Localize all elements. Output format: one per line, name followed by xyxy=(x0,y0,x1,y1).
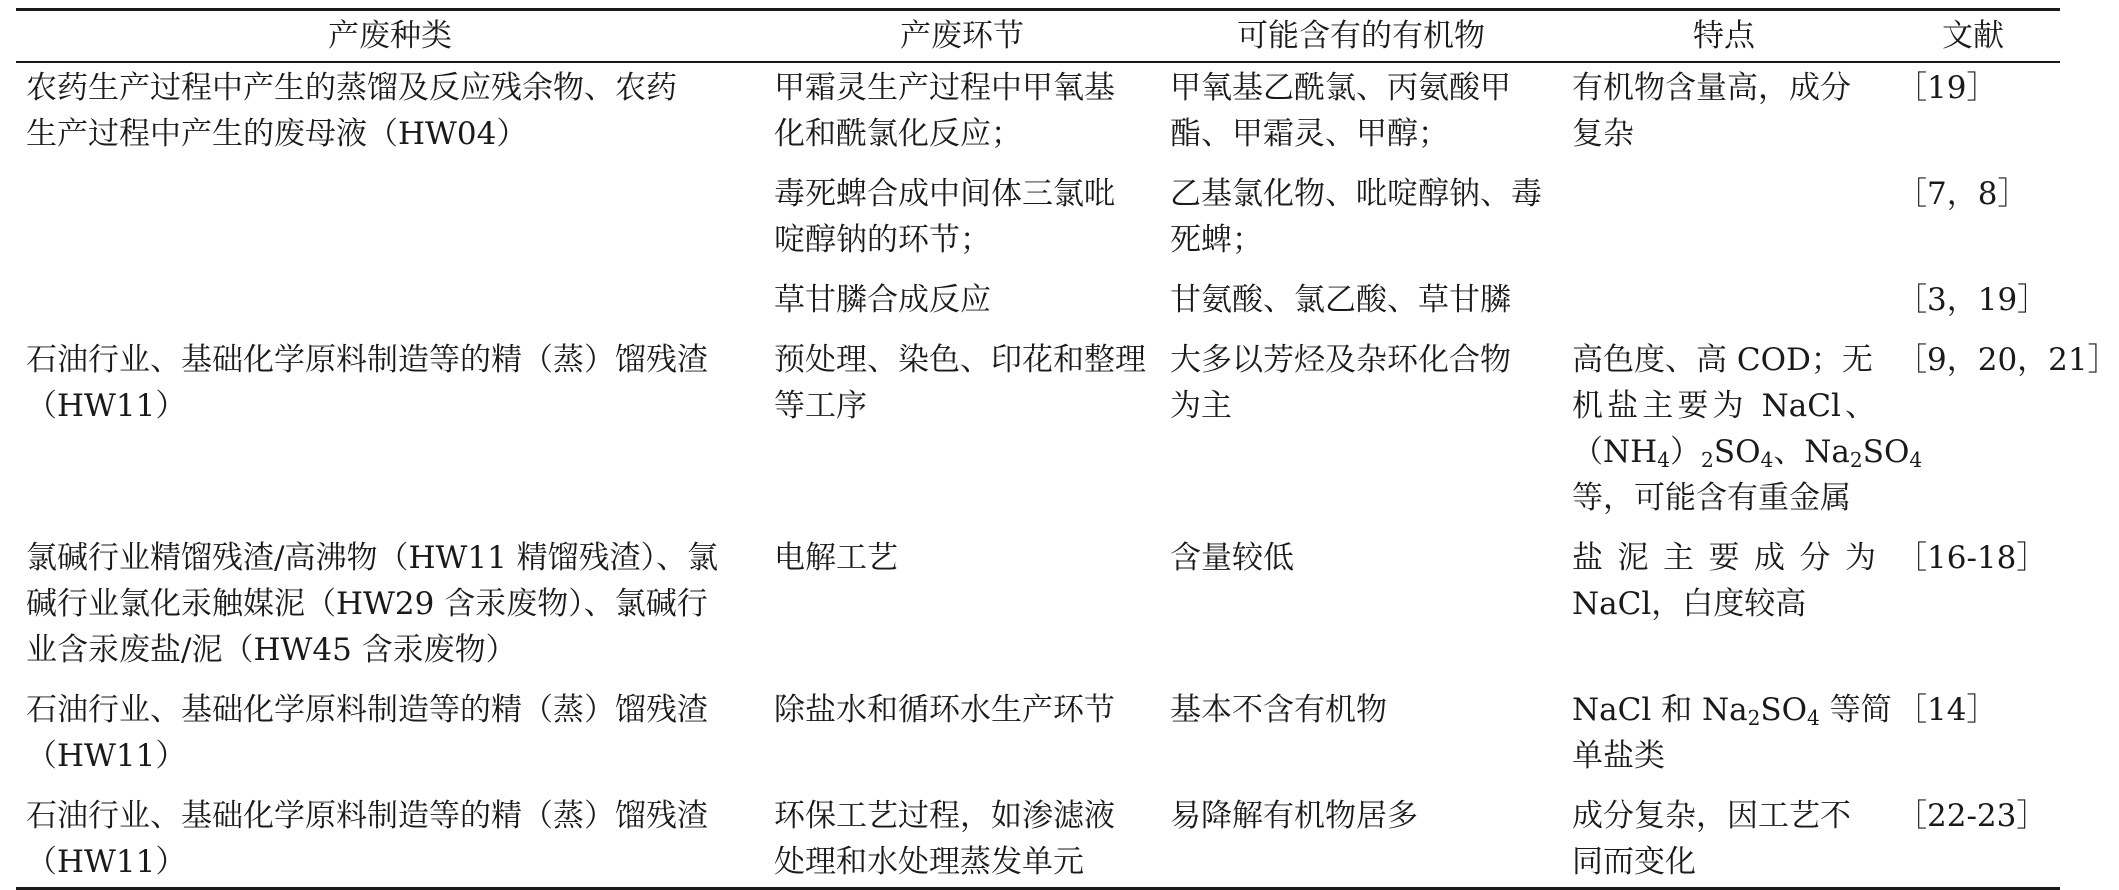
cell-waste-stage xyxy=(764,521,1160,673)
cell-waste-type xyxy=(16,779,764,889)
cell-line: 草甘膦合成反应 xyxy=(774,282,991,318)
cell-line: 死蜱； xyxy=(1170,222,1263,258)
table-row xyxy=(16,263,2060,323)
subscript: 4 xyxy=(1657,448,1670,473)
cell-features xyxy=(1562,62,1886,157)
header-references: 文献 xyxy=(1886,10,2060,63)
cell-line: （HW11） xyxy=(26,844,187,880)
cell-waste-stage xyxy=(764,673,1160,779)
cell-line: 高色度、高 COD；无 xyxy=(1572,342,1873,378)
subscript: 4 xyxy=(1909,448,1923,473)
cell-reference: ［19］ xyxy=(1896,70,1998,106)
cell-reference: ［7，8］ xyxy=(1896,176,2029,212)
table-row xyxy=(16,62,2060,157)
subscript: 2 xyxy=(1701,448,1714,473)
cell-line: 除盐水和循环水生产环节 xyxy=(774,692,1115,728)
cell-waste-stage xyxy=(764,157,1160,263)
cell-waste-type xyxy=(16,263,764,323)
cell-line: 酯、甲霜灵、甲醇； xyxy=(1170,116,1449,152)
table-row xyxy=(16,673,2060,779)
cell-waste-type xyxy=(16,157,764,263)
cell-line: 同而变化 xyxy=(1572,844,1696,880)
cell-waste-stage xyxy=(764,323,1160,521)
cell-features xyxy=(1562,157,1886,263)
cell-features xyxy=(1562,323,1923,521)
cell-organics xyxy=(1160,323,1562,521)
cell-line: 电解工艺 xyxy=(774,540,898,576)
formula-line xyxy=(1572,687,1892,733)
cell-line: 基本不含有机物 xyxy=(1170,692,1387,728)
cell-line: 甲霜灵生产过程中甲氧基 xyxy=(774,70,1115,106)
cell-reference: ［16-18］ xyxy=(1896,540,2048,576)
cell-line: 啶醇钠的环节； xyxy=(774,222,991,258)
subscript: 4 xyxy=(1760,448,1774,473)
cell-organics xyxy=(1160,779,1562,889)
table-row xyxy=(16,521,2060,673)
cell-line: 石油行业、基础化学原料制造等的精（蒸）馏残渣 xyxy=(26,342,708,378)
cell-waste-stage xyxy=(764,263,1160,323)
formula-text: NaCl 和 Na xyxy=(1572,692,1748,728)
subscript: 2 xyxy=(1747,706,1761,731)
formula-text: 、Na xyxy=(1773,434,1850,470)
cell-features xyxy=(1562,673,1892,779)
cell-line: 甘氨酸、氯乙酸、草甘膦 xyxy=(1170,282,1511,318)
cell-line: 甲氧基乙酰氯、丙氨酸甲 xyxy=(1170,70,1511,106)
cell-line: 等工序 xyxy=(774,388,867,424)
header-features: 特点 xyxy=(1562,10,1886,63)
table-row xyxy=(16,157,2060,263)
formula-text: 等简 xyxy=(1819,692,1892,728)
cell-line: 石油行业、基础化学原料制造等的精（蒸）馏残渣 xyxy=(26,692,708,728)
formula-line xyxy=(1572,429,1923,475)
formula-text: （NH xyxy=(1572,434,1658,470)
cell-reference: ［22-23］ xyxy=(1886,779,2060,889)
cell-line: 生产过程中产生的废母液（HW04） xyxy=(26,116,528,152)
cell-line: 农药生产过程中产生的蒸馏及反应残余物、农药 xyxy=(26,70,677,106)
cell-line: （HW11） xyxy=(26,388,187,424)
cell-line: 化和酰氯化反应； xyxy=(774,116,1022,152)
cell-reference: ［3，19］ xyxy=(1896,282,2049,318)
cell-organics xyxy=(1160,157,1562,263)
cell-line: NaCl，白度较高 xyxy=(1572,586,1807,622)
cell-reference: ［14］ xyxy=(1896,692,1998,728)
cell-features xyxy=(1562,779,1886,889)
subscript: 4 xyxy=(1807,706,1820,731)
cell-line: 处理和水处理蒸发单元 xyxy=(774,844,1084,880)
cell-waste-type xyxy=(16,521,764,673)
cell-line: 乙基氯化物、吡啶醇钠、毒 xyxy=(1170,176,1542,212)
cell-line: 有机物含量高，成分 xyxy=(1572,70,1851,106)
header-waste-type: 产废种类 xyxy=(16,10,764,63)
cell-waste-type xyxy=(16,62,764,157)
cell-waste-stage xyxy=(764,779,1160,889)
cell-line: 为主 xyxy=(1170,388,1232,424)
cell-features xyxy=(1562,521,1886,673)
header-waste-stage: 产废环节 xyxy=(764,10,1160,63)
cell-organics xyxy=(1160,673,1562,779)
cell-line: 易降解有机物居多 xyxy=(1170,798,1418,834)
hazardous-waste-table xyxy=(16,8,2119,890)
table-row xyxy=(16,779,2060,889)
cell-line: 单盐类 xyxy=(1572,738,1665,774)
cell-waste-stage xyxy=(764,62,1160,157)
cell-reference: ［9，20，21］ xyxy=(1896,342,2119,378)
cell-line: 含量较低 xyxy=(1170,540,1294,576)
formula-text: SO xyxy=(1760,692,1808,728)
table-row xyxy=(16,323,2060,521)
cell-line: 毒死蜱合成中间体三氯吡 xyxy=(774,176,1115,212)
cell-waste-type xyxy=(16,323,764,521)
cell-waste-type xyxy=(16,673,764,779)
cell-line: 业含汞废盐/泥（HW45 含汞废物） xyxy=(26,632,517,668)
cell-line: （HW11） xyxy=(26,738,187,774)
cell-line: 预处理、染色、印花和整理 xyxy=(774,342,1146,378)
cell-line: 等，可能含有重金属 xyxy=(1572,480,1851,516)
formula-text: ） xyxy=(1670,434,1701,470)
cell-line: 环保工艺过程，如渗滤液 xyxy=(774,798,1115,834)
cell-line: 大多以芳烃及杂环化合物 xyxy=(1170,342,1511,378)
cell-line: 碱行业氯化汞触媒泥（HW29 含汞废物）、氯碱行 xyxy=(26,586,708,622)
formula-text: SO xyxy=(1713,434,1761,470)
cell-line: 氯碱行业精馏残渣/高沸物（HW11 精馏残渣）、氯 xyxy=(26,540,719,576)
cell-line: 盐泥主要成分为 xyxy=(1572,540,1876,576)
header-organics: 可能含有的有机物 xyxy=(1160,10,1562,63)
cell-organics xyxy=(1160,263,1562,323)
formula-text: SO xyxy=(1862,434,1910,470)
cell-organics xyxy=(1160,62,1562,157)
cell-line: 机盐主要为 NaCl、 xyxy=(1572,388,1876,424)
cell-line: 成分复杂，因工艺不 xyxy=(1572,798,1851,834)
cell-line: 复杂 xyxy=(1572,116,1634,152)
cell-line: 石油行业、基础化学原料制造等的精（蒸）馏残渣 xyxy=(26,798,708,834)
table-header-row xyxy=(16,10,2060,63)
subscript: 2 xyxy=(1849,448,1863,473)
cell-features xyxy=(1562,263,1886,323)
cell-organics xyxy=(1160,521,1562,673)
